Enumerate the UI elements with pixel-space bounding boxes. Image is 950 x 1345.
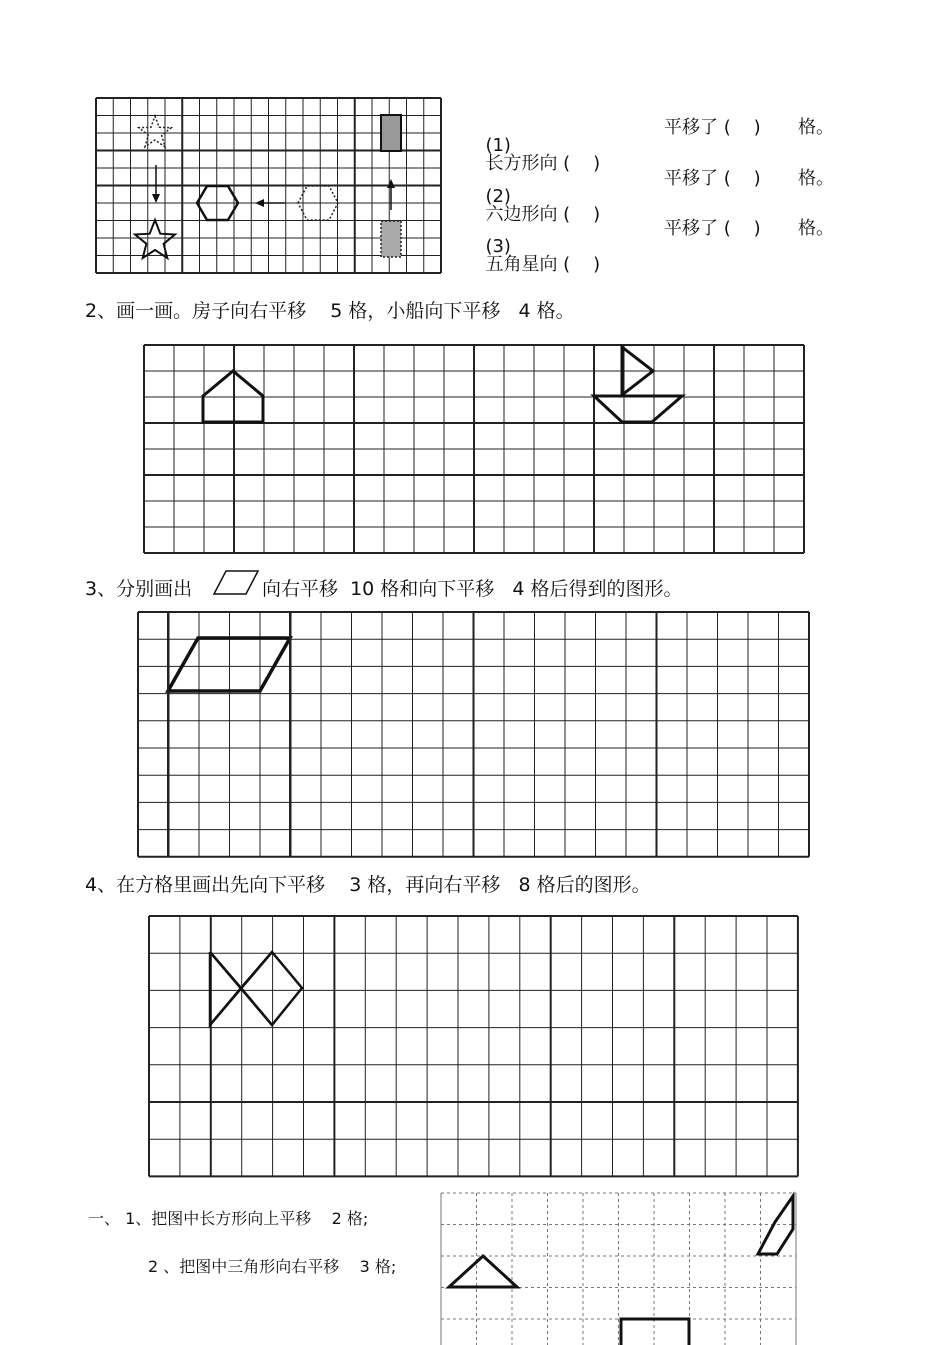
arrow-up-icon (387, 179, 395, 188)
q3-instruction-a: 3、分别画出 (85, 578, 193, 600)
dotted-rectangle-icon (381, 221, 401, 257)
q1-item-3-num: (3) (485, 236, 511, 257)
q5-grid-lines (441, 1193, 796, 1345)
q1-item-2-end: 格。 (798, 168, 834, 189)
q1-item-2-text: 六边形向 ( ) (485, 204, 601, 225)
boat-hull-icon (594, 396, 682, 422)
q1-item-2-mid: 平移了 ( ) (664, 168, 761, 189)
q1-item-1 (474, 119, 600, 173)
q1-item-3-text: 五角星向 ( ) (485, 254, 601, 275)
arrow-down-icon (152, 194, 160, 203)
q1-item-1-mid: 平移了 ( ) (664, 117, 761, 138)
q5-line-2: 2 、把图中三角形向右平移 3 格; (148, 1257, 397, 1276)
rectangle-2-icon (621, 1319, 689, 1345)
dotted-star-icon (139, 116, 171, 147)
q1-item-3-mid: 平移了 ( ) (664, 218, 761, 239)
q3-grid-lines (138, 612, 809, 857)
q4-grid-lines (149, 916, 798, 1176)
arrow-left-icon (255, 199, 264, 207)
q1-item-1-end: 格。 (798, 117, 834, 138)
star-icon (135, 220, 175, 258)
q1-item-1-num: (1) (485, 135, 511, 156)
q1-item-3 (474, 220, 600, 274)
q2-grid-lines (144, 345, 804, 553)
q1-item-3-end: 格。 (798, 218, 834, 239)
q1-item-2 (474, 170, 600, 224)
q2-instruction: 2、画一画。房子向右平移 5 格，小船向下平移 4 格。 (85, 300, 575, 322)
parallelogram-2-icon (758, 1196, 793, 1254)
triangle-left-icon (210, 952, 241, 1025)
triangle-icon (449, 1256, 517, 1287)
q3-instruction-b: 向右平移 10 格和向下平移 4 格后得到的图形。 (262, 578, 683, 600)
q4-instruction: 4、在方格里画出先向下平移 3 格，再向右平移 8 格后的图形。 (85, 874, 651, 896)
q5-line-1: 一、 1、把图中长方形向上平移 2 格; (88, 1209, 369, 1228)
parallelogram-small-icon (214, 571, 258, 594)
rectangle-icon (381, 115, 401, 151)
diamond-icon (241, 952, 302, 1025)
q1-item-1-text: 长方形向 ( ) (485, 153, 601, 174)
q1-item-2-num: (2) (485, 186, 511, 207)
